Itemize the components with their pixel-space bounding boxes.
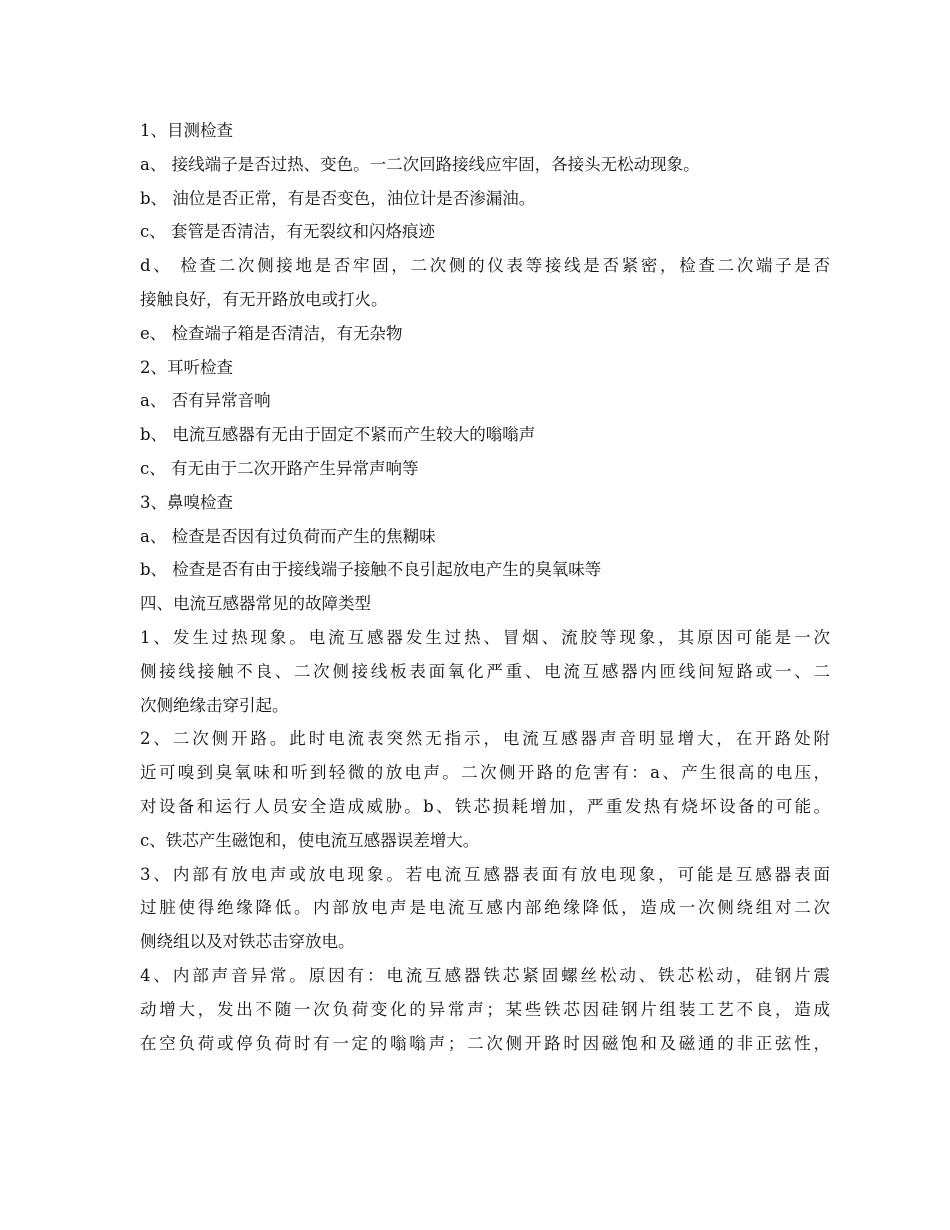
paragraph-line: 在空负荷或停负荷时有一定的嗡嗡声；二次侧开路时因磁饱和及磁通的非正弦性， [140, 1033, 830, 1053]
paragraph-line: 侧绕组以及对铁芯击穿放电。 [140, 932, 355, 952]
paragraph-line: 1、发生过热现象。电流互感器发生过热、冒烟、流胶等现象，其原因可能是一次 [140, 627, 830, 647]
list-item: a、 检查是否因有过负荷而产生的焦糊味 [140, 526, 436, 546]
list-item-continuation: 接触良好，有无开路放电或打火。 [140, 289, 388, 309]
list-item: c、 套管是否清洁，有无裂纹和闪烙痕迹 [140, 222, 435, 242]
paragraph-line: 次侧绝缘击穿引起。 [140, 695, 289, 715]
paragraph-line: c、铁芯产生磁饱和，使电流互感器误差增大。 [140, 830, 480, 850]
list-item: b、 电流互感器有无由于固定不紧而产生较大的嗡嗡声 [140, 425, 536, 445]
paragraph-line: 过脏使得绝缘降低。内部放电声是电流互感内部绝缘降低，造成一次侧绕组对二次 [140, 898, 830, 918]
list-item: e、 检查端子箱是否清洁，有无杂物 [140, 323, 403, 343]
section-heading-fault-types: 四、电流互感器常见的故障类型 [140, 594, 371, 614]
paragraph-line: 侧接线接触不良、二次侧接线板表面氧化严重、电流互感器内匝线间短路或一、二 [140, 661, 830, 681]
paragraph-line: 近可嗅到臭氧味和听到轻微的放电声。二次侧开路的危害有：a、产生很高的电压， [140, 763, 830, 783]
heading-visual-inspection: 1、目测检查 [140, 121, 233, 140]
paragraph-line: 动增大，发出不随一次负荷变化的异常声；某些铁芯因硅钢片组装工艺不良，造成 [140, 999, 830, 1019]
heading-listening-inspection: 2、耳听检查 [140, 357, 233, 377]
list-item: a、 否有异常音响 [140, 391, 271, 411]
list-item: c、 有无由于二次开路产生异常声响等 [140, 458, 419, 478]
paragraph-line: 2、二次侧开路。此时电流表突然无指示，电流互感器声音明显增大，在开路处附 [140, 729, 830, 749]
paragraph-line: 3、内部有放电声或放电现象。若电流互感器表面有放电现象，可能是互感器表面 [140, 864, 830, 884]
list-item: b、 油位是否正常，有是否变色，油位计是否渗漏油。 [140, 188, 536, 208]
list-item: d、 检查二次侧接地是否牢固，二次侧的仪表等接线是否紧密，检查二次端子是否 [140, 256, 830, 276]
paragraph-line: 4、内部声音异常。原因有：电流互感器铁芯紧固螺丝松动、铁芯松动，硅钢片震 [140, 965, 830, 985]
list-item: a、 接线端子是否过热、变色。一二次回路接线应牢固，各接头无松动现象。 [140, 154, 700, 174]
document-body [140, 114, 830, 1060]
list-item: b、 检查是否有由于接线端子接触不良引起放电产生的臭氧味等 [140, 560, 602, 580]
heading-smell-inspection: 3、鼻嗅检查 [140, 492, 233, 512]
paragraph-line: 对设备和运行人员安全造成威胁。b、铁芯损耗增加，严重发热有烧坏设备的可能。 [140, 796, 830, 816]
